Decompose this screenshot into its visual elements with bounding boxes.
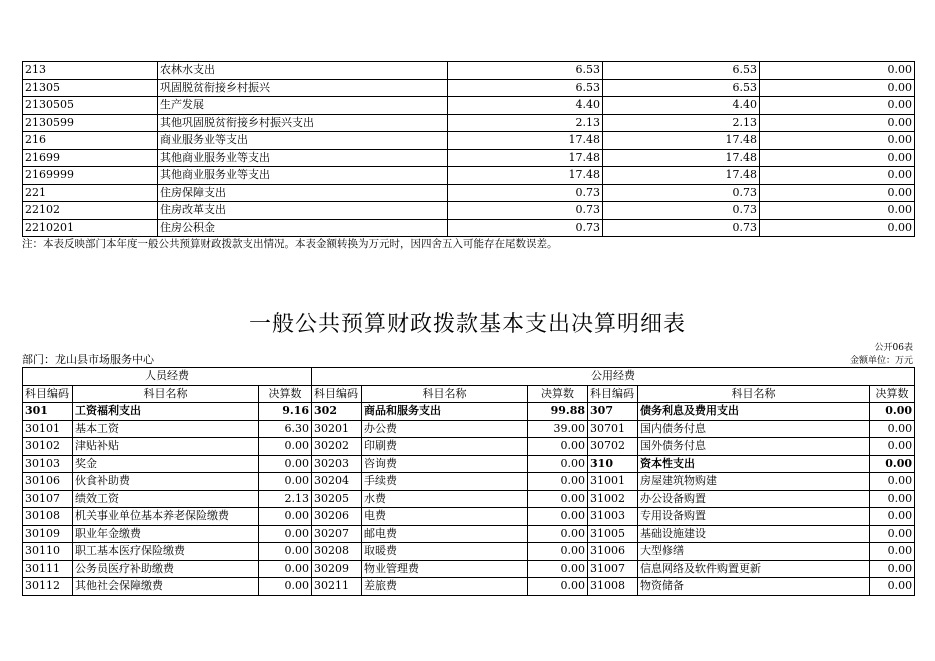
table-row	[23, 184, 915, 202]
amount: 0.00	[259, 525, 312, 543]
amount-basic: 2.13	[603, 114, 760, 132]
amount-project: 0.00	[760, 167, 915, 185]
table-row	[23, 132, 915, 150]
subject-code: 31001	[588, 473, 638, 491]
table-row	[23, 438, 915, 456]
amount: 0.00	[870, 525, 915, 543]
table-row	[23, 490, 915, 508]
subject-code: 221	[23, 184, 158, 202]
table-row	[23, 420, 915, 438]
amount-basic: 6.53	[603, 79, 760, 97]
amount-total: 0.73	[448, 219, 603, 237]
amount: 0.00	[870, 473, 915, 491]
amount-basic: 17.48	[603, 167, 760, 185]
subject-code: 31008	[588, 578, 638, 596]
subject-code: 21305	[23, 79, 158, 97]
amount: 0.00	[528, 543, 588, 561]
table-row	[23, 149, 915, 167]
table-row	[23, 97, 915, 115]
amount: 0.00	[870, 508, 915, 526]
subject-code: 213	[23, 62, 158, 80]
amount: 0.00	[870, 578, 915, 596]
amount-basic: 4.40	[603, 97, 760, 115]
subject-name: 奖金	[73, 455, 259, 473]
table-row	[23, 79, 915, 97]
amount: 0.00	[259, 543, 312, 561]
subject-code: 30702	[588, 438, 638, 456]
amount: 0.00	[870, 455, 915, 473]
amount: 39.00	[528, 420, 588, 438]
subject-name: 办公设备购置	[638, 490, 870, 508]
subject-name: 差旅费	[362, 578, 528, 596]
subject-name: 绩效工资	[73, 490, 259, 508]
subject-name: 信息网络及软件购置更新	[638, 560, 870, 578]
amount-total: 6.53	[448, 62, 603, 80]
header-name: 科目名称	[362, 385, 528, 403]
subject-code: 216	[23, 132, 158, 150]
subject-name: 其他社会保障缴费	[73, 578, 259, 596]
amount: 0.00	[870, 543, 915, 561]
table-row	[23, 560, 915, 578]
subject-name: 房屋建筑物购建	[638, 473, 870, 491]
subject-code: 2130505	[23, 97, 158, 115]
subject-code: 30207	[312, 525, 362, 543]
subject-name: 邮电费	[362, 525, 528, 543]
amount: 0.00	[259, 578, 312, 596]
header-code: 科目编码	[23, 385, 73, 403]
subject-name: 机关事业单位基本养老保险缴费	[73, 508, 259, 526]
table-row	[23, 473, 915, 491]
amount: 0.00	[528, 455, 588, 473]
amount: 0.00	[870, 560, 915, 578]
table-row	[23, 114, 915, 132]
amount: 0.00	[870, 490, 915, 508]
subject-code: 30102	[23, 438, 73, 456]
amount-total: 6.53	[448, 79, 603, 97]
subject-name: 其他巩固脱贫衔接乡村振兴支出	[158, 114, 448, 132]
table-row	[23, 219, 915, 237]
subject-name: 大型修缮	[638, 543, 870, 561]
subject-code: 2130599	[23, 114, 158, 132]
subject-name: 生产发展	[158, 97, 448, 115]
subject-code: 30112	[23, 578, 73, 596]
page-title: 一般公共预算财政拨款基本支出决算明细表	[248, 312, 686, 337]
subject-code: 307	[588, 403, 638, 421]
subject-code: 30109	[23, 525, 73, 543]
amount-total: 0.73	[448, 202, 603, 220]
amount: 0.00	[870, 403, 915, 421]
subject-code: 301	[23, 403, 73, 421]
amount: 2.13	[259, 490, 312, 508]
amount-total: 2.13	[448, 114, 603, 132]
amount-basic: 17.48	[603, 149, 760, 167]
subject-name: 专用设备购置	[638, 508, 870, 526]
table-row	[23, 543, 915, 561]
subject-code: 30103	[23, 455, 73, 473]
detail-table	[22, 367, 915, 596]
subject-name: 其他商业服务业等支出	[158, 167, 448, 185]
subject-code: 30701	[588, 420, 638, 438]
subject-name: 基本工资	[73, 420, 259, 438]
amount-project: 0.00	[760, 202, 915, 220]
header-amount: 决算数	[528, 385, 588, 403]
subject-code: 30211	[312, 578, 362, 596]
amount-project: 0.00	[760, 184, 915, 202]
amount-project: 0.00	[760, 79, 915, 97]
subject-code: 30203	[312, 455, 362, 473]
subject-name: 物业管理费	[362, 560, 528, 578]
amount: 0.00	[259, 438, 312, 456]
subject-name: 职业年金缴费	[73, 525, 259, 543]
subject-name: 手续费	[362, 473, 528, 491]
subject-code: 31002	[588, 490, 638, 508]
table-row	[23, 62, 915, 80]
header-name: 科目名称	[638, 385, 870, 403]
subject-name: 印刷费	[362, 438, 528, 456]
table-row	[23, 525, 915, 543]
amount: 9.16	[259, 403, 312, 421]
department-label: 部门：龙山县市场服务中心	[22, 353, 154, 366]
amount-total: 17.48	[448, 149, 603, 167]
amount-project: 0.00	[760, 97, 915, 115]
subject-name: 公务员医疗补助缴费	[73, 560, 259, 578]
amount-basic: 0.73	[603, 202, 760, 220]
header-amount: 决算数	[870, 385, 915, 403]
subject-name: 农林水支出	[158, 62, 448, 80]
subject-name: 住房保障支出	[158, 184, 448, 202]
subject-name: 物资储备	[638, 578, 870, 596]
amount-total: 17.48	[448, 167, 603, 185]
amount: 0.00	[259, 560, 312, 578]
subject-name: 基础设施建设	[638, 525, 870, 543]
form-number: 公开06表	[874, 343, 913, 353]
subject-name: 国内债务付息	[638, 420, 870, 438]
subject-code: 310	[588, 455, 638, 473]
subject-code: 30205	[312, 490, 362, 508]
subject-name: 债务利息及费用支出	[638, 403, 870, 421]
subject-code: 31003	[588, 508, 638, 526]
amount-basic: 0.73	[603, 219, 760, 237]
subject-code: 30209	[312, 560, 362, 578]
subject-name: 咨询费	[362, 455, 528, 473]
subject-code: 30202	[312, 438, 362, 456]
amount: 0.00	[528, 473, 588, 491]
subject-code: 30108	[23, 508, 73, 526]
amount-project: 0.00	[760, 132, 915, 150]
subject-name: 水费	[362, 490, 528, 508]
amount: 0.00	[528, 438, 588, 456]
amount-total: 17.48	[448, 132, 603, 150]
subject-code: 31006	[588, 543, 638, 561]
subject-code: 302	[312, 403, 362, 421]
amount: 99.88	[528, 403, 588, 421]
amount: 0.00	[870, 420, 915, 438]
subject-code: 2169999	[23, 167, 158, 185]
subject-code: 30110	[23, 543, 73, 561]
amount: 0.00	[528, 560, 588, 578]
subject-name: 住房改革支出	[158, 202, 448, 220]
subject-name: 工资福利支出	[73, 403, 259, 421]
subject-name: 职工基本医疗保险缴费	[73, 543, 259, 561]
amount: 0.00	[528, 525, 588, 543]
amount: 0.00	[528, 578, 588, 596]
header-name: 科目名称	[73, 385, 259, 403]
group-header-row	[23, 368, 915, 386]
subject-code: 30101	[23, 420, 73, 438]
table-row	[23, 167, 915, 185]
group-public: 公用经费	[312, 368, 915, 386]
header-code: 科目编码	[312, 385, 362, 403]
subject-name: 商业服务业等支出	[158, 132, 448, 150]
amount-project: 0.00	[760, 219, 915, 237]
amount-unit-label: 金额单位：万元	[849, 356, 913, 366]
amount-basic: 6.53	[603, 62, 760, 80]
table-row	[23, 508, 915, 526]
subject-name: 商品和服务支出	[362, 403, 528, 421]
subject-name: 取暖费	[362, 543, 528, 561]
subject-code: 30208	[312, 543, 362, 561]
subject-code: 30107	[23, 490, 73, 508]
subject-name: 巩固脱贫衔接乡村振兴	[158, 79, 448, 97]
amount: 0.00	[259, 455, 312, 473]
group-personnel: 人员经费	[23, 368, 312, 386]
amount-total: 4.40	[448, 97, 603, 115]
top-expenditure-table	[22, 61, 915, 237]
table-row	[23, 455, 915, 473]
subject-code: 21699	[23, 149, 158, 167]
subject-code: 31005	[588, 525, 638, 543]
subject-name: 国外债务付息	[638, 438, 870, 456]
column-header-row	[23, 385, 915, 403]
header-amount: 决算数	[259, 385, 312, 403]
amount: 0.00	[259, 473, 312, 491]
subject-code: 30106	[23, 473, 73, 491]
table-row	[23, 202, 915, 220]
subject-code: 2210201	[23, 219, 158, 237]
subject-code: 30201	[312, 420, 362, 438]
amount: 0.00	[870, 438, 915, 456]
amount: 6.30	[259, 420, 312, 438]
header-code: 科目编码	[588, 385, 638, 403]
amount-basic: 0.73	[603, 184, 760, 202]
amount-project: 0.00	[760, 149, 915, 167]
table-note: 注：本表反映部门本年度一般公共预算财政拨款支出情况。本表金额转换为万元时，因四舍五入可能存在尾数误差。	[22, 238, 558, 250]
subject-name: 电费	[362, 508, 528, 526]
subject-name: 办公费	[362, 420, 528, 438]
amount-project: 0.00	[760, 62, 915, 80]
subject-name: 资本性支出	[638, 455, 870, 473]
amount-total: 0.73	[448, 184, 603, 202]
subject-code: 30204	[312, 473, 362, 491]
amount: 0.00	[259, 508, 312, 526]
subject-code: 30206	[312, 508, 362, 526]
subject-name: 伙食补助费	[73, 473, 259, 491]
table-row	[23, 403, 915, 421]
amount-basic: 17.48	[603, 132, 760, 150]
subject-code: 30111	[23, 560, 73, 578]
table-row	[23, 578, 915, 596]
amount: 0.00	[528, 490, 588, 508]
subject-name: 其他商业服务业等支出	[158, 149, 448, 167]
amount-project: 0.00	[760, 114, 915, 132]
amount: 0.00	[528, 508, 588, 526]
subject-name: 津贴补贴	[73, 438, 259, 456]
subject-code: 22102	[23, 202, 158, 220]
subject-code: 31007	[588, 560, 638, 578]
subject-name: 住房公积金	[158, 219, 448, 237]
